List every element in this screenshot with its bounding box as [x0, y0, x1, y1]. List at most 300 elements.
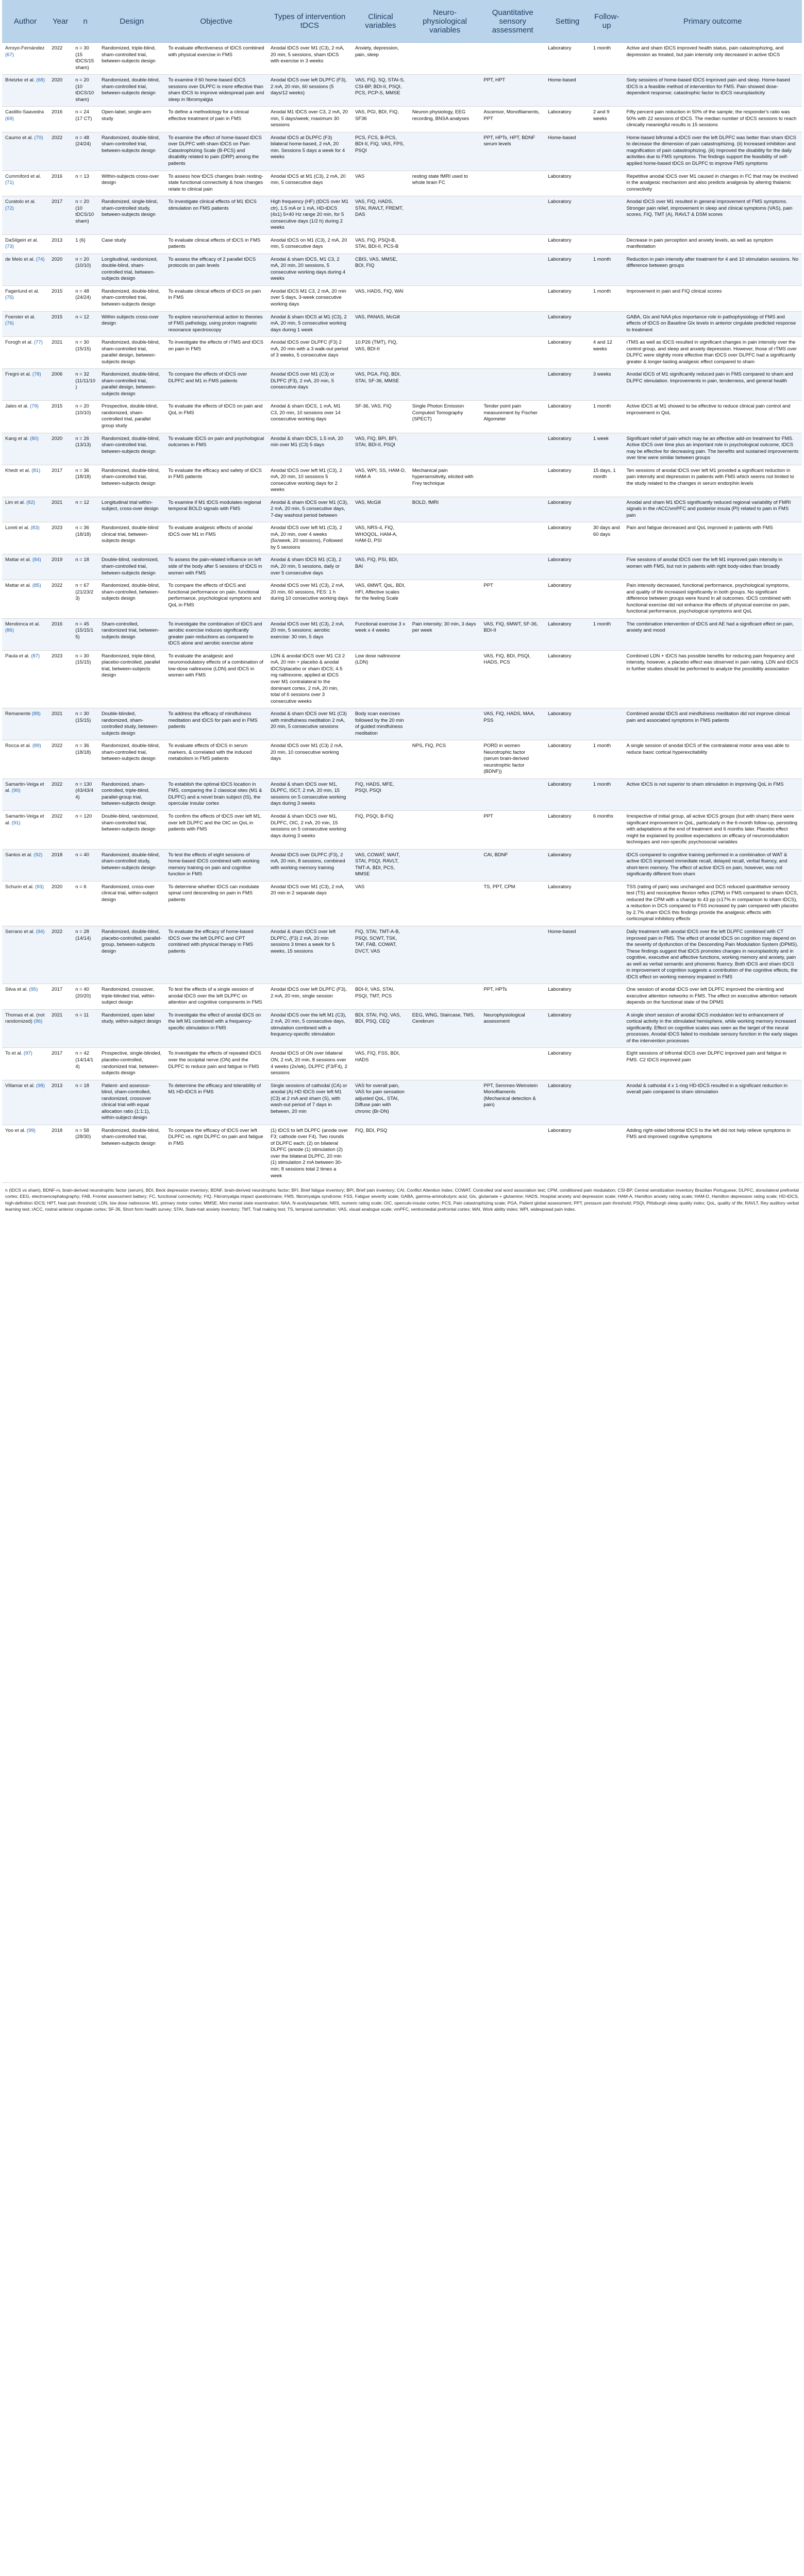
sample-size-cell: n = 42 (14/14/14) [72, 1048, 98, 1080]
intervention-cell: Anodal tDCS of ON over bilateral ON, 2 mA, 20 min, 8 sessions over 4 weeks (2x/wk), DLPFC (F3/F4), 2 sessions [267, 1048, 352, 1080]
column-header: n [72, 0, 98, 43]
intervention-cell: Anodal tDCS over left M1 (C3), 2 mA, 20 min, 10 sessions 5 consecutive working days for 2 weeks [267, 465, 352, 497]
design-cell: Longitudinal, randomized, double-blind, sham-controlled trial, between-subjects design [98, 253, 165, 285]
design-cell: Randomized, sham-controlled, triple-blind, parallel-group trial, between-subjects design [98, 778, 165, 810]
primary-outcome-cell: Sixty sessions of home-based tDCS improved pain and sleep. Home-based tDCS is a feasible method of intervention for FMS. Pain showed dose-dependent response; catastrophic factor to tDCS neuroplasticity [623, 75, 802, 107]
author-cell [2, 554, 48, 580]
year-cell: 2022 [48, 132, 72, 171]
design-cell: Randomized, double-blind, placebo-controlled, parallel-group, between-subjects design [98, 926, 165, 984]
intervention-cell: High frequency (HF) (tDCS over M1 ctr), 1.5 mA or 1 mA, HD-tDCS (4x1) 5×40 Hz range 20 min, for 5 consecutive days (1/2 h) during 2 weeks [267, 196, 352, 235]
objective-cell: To evaluate the efficacy and safety of tDCS in FMS patients [165, 465, 267, 497]
setting-cell: Laboratory [545, 811, 590, 850]
table-row [2, 107, 802, 132]
clinical-variables-cell: Low dose naltrexone (LDN) [352, 650, 409, 708]
reference-link[interactable]: (92) [34, 852, 43, 858]
reference-link[interactable]: (67) [5, 52, 14, 58]
reference-link[interactable]: (90) [11, 788, 21, 794]
year-cell: 2017 [48, 196, 72, 235]
clinical-variables-cell: FIQ, BDI, PSQ [352, 1125, 409, 1182]
objective-cell: To investigate the effects of rTMS and tDCS on pain in FMS [165, 337, 267, 369]
design-cell: Randomized, double-blind, sham-controlled, between-subjects design [98, 580, 165, 619]
clinical-variables-cell: VAS, 6MWT, QoL, BDI, HFI, Affective scales for the feeling Scale [352, 580, 409, 619]
setting-cell: Home-based [545, 132, 590, 171]
neurophysiological-cell [409, 1080, 481, 1125]
reference-link[interactable]: (83) [30, 525, 40, 531]
primary-outcome-cell: Active tDCS at M1 showed to be effective to reduce clinical pain control and improvement in QoL [623, 401, 802, 433]
objective-cell: To evaluate clinical effects of tDCS in FMS patients [165, 234, 267, 253]
clinical-variables-cell: FIQ, STAI, TMT-A-B, PSQI, SCWT, TSK, TAF, FAB, COWAT, DVCT, VAS [352, 926, 409, 984]
reference-link[interactable]: (95) [29, 987, 38, 993]
setting-cell: Laboratory [545, 650, 590, 708]
design-cell: Randomized, double-blind, sham-controlled trial, between-subjects design [98, 465, 165, 497]
year-cell: 2013 [48, 1080, 72, 1125]
sample-size-cell: n = 18 [72, 1080, 98, 1125]
table-row [2, 253, 802, 285]
table-row [2, 1080, 802, 1125]
sensory-assessment-cell: PPT, Semmes-Weinstein Monofilaments (Mechanical detection & pain) [480, 1080, 545, 1125]
author-cell [2, 401, 48, 433]
author-name: Schurin et al. [5, 884, 34, 890]
follow-up-cell: 4 and 12 weeks [590, 337, 624, 369]
year-cell: 2018 [48, 849, 72, 881]
sensory-assessment-cell [480, 433, 545, 465]
table-row [2, 132, 802, 171]
objective-cell: To assess the pain-related influence on left side of the body after 5 sessions of tDCS in women with FMS [165, 554, 267, 580]
neurophysiological-cell [409, 926, 481, 984]
setting-cell: Laboratory [545, 1080, 590, 1125]
primary-outcome-cell: Home-based bifrontal a-tDCS over the left DLPFC was better than sham tDCS to decrease the dimension of pain catastrophizing. (ii) Increased inhibition and magnification of pain catastrophizing. (iii) Improved the disability for the daily activities due to FMS symptoms. The findings support the feasibility of self-applied home-based tDCS on DLPFC to improve FMS symptoms [623, 132, 802, 171]
follow-up-cell: 15 days, 1 month [590, 465, 624, 497]
year-cell: 2016 [48, 107, 72, 132]
reference-link[interactable]: (84) [32, 557, 41, 563]
sensory-assessment-cell [480, 196, 545, 235]
clinical-variables-cell: VAS, COWAT, WAIT, STAI, PSQI, RAVLT, TMT-A, BDI, PCS, MMSE [352, 849, 409, 881]
follow-up-cell: 1 month [590, 778, 624, 810]
sample-size-cell: n = 45 (15/15/15) [72, 618, 98, 650]
year-cell: 2020 [48, 881, 72, 926]
setting-cell: Laboratory [545, 337, 590, 369]
clinical-variables-cell: VAS, McGill [352, 497, 409, 522]
design-cell: Randomized, triple-blind, placebo-controlled, parallel trial, between-subjects design [98, 650, 165, 708]
sensory-assessment-cell: PPT, HPT [480, 75, 545, 107]
reference-link[interactable]: (72) [5, 205, 14, 211]
follow-up-cell [590, 849, 624, 881]
author-name: Paula et al. [5, 653, 30, 659]
intervention-cell: Anodal tDCS at M1 (C3), 2 mA, 20 min, 5 consecutive days [267, 171, 352, 196]
setting-cell: Laboratory [545, 849, 590, 881]
year-cell: 2021 [48, 708, 72, 740]
sensory-assessment-cell [480, 465, 545, 497]
table-row [2, 618, 802, 650]
clinical-variables-cell: VAS, FIQ, HADS, STAI, RAVLT, FREMT, DAS [352, 196, 409, 235]
author-name: Yoo et al. [5, 1127, 26, 1133]
author-cell [2, 618, 48, 650]
setting-cell: Laboratory [545, 253, 590, 285]
reference-link[interactable]: (96) [34, 1019, 43, 1025]
intervention-cell: Anodal tDCS over left M1 (C3), 2 mA, 20 min, over 4 weeks (5x/week, 20 sessions), Followed by 5 sessions [267, 522, 352, 554]
table-row [2, 433, 802, 465]
sensory-assessment-cell [480, 497, 545, 522]
clinical-variables-cell: VAS, FIQ, FSS, BDI, HADS [352, 1048, 409, 1080]
follow-up-cell [590, 580, 624, 619]
clinical-variables-cell: VAS, NRS-4, FIQ, WHOQOL, HAM-A, HAM-D, PSI [352, 522, 409, 554]
neurophysiological-cell [409, 522, 481, 554]
intervention-cell: Anodal tDCS over M1 (C3), 2 mA, 20 min, 60 sessions, FES: 1 h during 10 consecutive working days [267, 580, 352, 619]
author-cell [2, 1080, 48, 1125]
primary-outcome-cell: Pain and fatigue decreased and QoL improved in patients with FMS [623, 522, 802, 554]
author-cell [2, 337, 48, 369]
design-cell: Prospective, single-blinded, placebo-controlled, randomized trial, between-subjects design [98, 1048, 165, 1080]
clinical-variables-cell: VAS, FIQ, SQ, STAI-S, CSI-BP, BDI-II, PSQI, PCS, PCP-S, MMSE [352, 75, 409, 107]
sensory-assessment-cell [480, 369, 545, 401]
year-cell: 2017 [48, 465, 72, 497]
objective-cell: To compare the efficacy of tDCS over left DLPFC vs. right DLPFC on pain and fatigue in FMS [165, 1125, 267, 1182]
sample-size-cell: n = 18 [72, 554, 98, 580]
reference-link[interactable]: (85) [32, 583, 41, 589]
objective-cell: To evaluate the effects of tDCS on pain and QoL in FMS [165, 401, 267, 433]
sensory-assessment-cell [480, 253, 545, 285]
reference-link[interactable]: (75) [5, 295, 14, 301]
clinical-variables-cell [352, 740, 409, 779]
sample-size-cell: n = 30 (15 tDCS/15 sham) [72, 43, 98, 75]
reference-link[interactable]: (81) [31, 467, 41, 473]
year-cell: 2022 [48, 778, 72, 810]
table-row [2, 285, 802, 311]
primary-outcome-cell: TSS (rating of pain) was unchanged and DCS reduced quantitative sensory test (TS) and nociceptive flexion reflex (CPM) in FMS compared to sham tDCS, reduced the CPM with a change to 43 pp (±17% in comparison to sham tDCS), a reduction in DCS compared to FSS increased by pain compared with placebo by 2.7% sham tDCS this findings provide the analgesic effects with corticospinal inhibitory effects [623, 881, 802, 926]
design-cell: Randomized, double-blind, sham-controlled trial, between-subjects design [98, 740, 165, 779]
intervention-cell: Anodal tDCS over M1 (C3), 2 mA, 20 min, 5 sessions; aerobic exercise: 30 min, 5 days [267, 618, 352, 650]
sensory-assessment-cell: VAS, FIQ, 6MWT, SF-36, BDI-II [480, 618, 545, 650]
primary-outcome-cell: Ten sessions of anodal tDCS over left M1 provided a significant reduction in pain intensity and depression in patients with FMS which seems not limited to the study related to the changes in serum endorphin levels [623, 465, 802, 497]
neurophysiological-cell [409, 311, 481, 337]
follow-up-cell [590, 1009, 624, 1048]
sensory-assessment-cell: PORD in women Neurotrophic factor (serum brain-derived neurotrophic factor (BDNF)) [480, 740, 545, 779]
reference-link[interactable]: (74) [36, 256, 45, 262]
design-cell: Double-blind, randomized, sham-controlled trial, between-subjects design [98, 811, 165, 850]
author-name: Loreti et al. [5, 525, 29, 531]
intervention-cell: Anodal tDCS over left DLPFC (F3), 2 mA, 20 min, single session [267, 984, 352, 1010]
setting-cell: Home-based [545, 75, 590, 107]
objective-cell: To determine the efficacy and tolerability of M1 HD-tDCS in FMS [165, 1080, 267, 1125]
sensory-assessment-cell: TS, PPT, CPM [480, 881, 545, 926]
design-cell: Randomized, double-blind, sham-controlled trial, parallel design, between-subjects design [98, 337, 165, 369]
author-name: Arroyo-Fernández [5, 45, 45, 51]
author-cell [2, 43, 48, 75]
sample-size-cell: n = 20 (10 tDCS/10 sham) [72, 196, 98, 235]
reference-link[interactable]: (86) [5, 628, 14, 634]
reference-link[interactable]: (68) [36, 77, 45, 83]
sample-size-cell: n = 28 (14/14) [72, 926, 98, 984]
table-row [2, 708, 802, 740]
objective-cell: To evaluate effectiveness of tDCS combined with physical exercise in FMS [165, 43, 267, 75]
year-cell: 2021 [48, 1009, 72, 1048]
intervention-cell: Anodal & sham tDCS, 1 mA, M1 C3, 20 min, 10 sessions over 14 consecutive working days [267, 401, 352, 433]
neurophysiological-cell [409, 285, 481, 311]
neurophysiological-cell [409, 234, 481, 253]
clinical-variables-cell: VAS, WPI, SS, HAM-D, HAM-A [352, 465, 409, 497]
primary-outcome-cell: Daily treatment with anodal tDCS over the left DLPFC combined with CT improved pain in FMS. The effect of anodal tDCS on cognition may depend on the severity of dysfunction of the Descending Pain Modulation System (DPMS). These findings suggest that tDCS promotes changes in neuroplasticity and in cognitive, executive and affective functions, working memory and anxiety, pain as well as verbal semantic and phonemic fluency. Both tDCS and sham tDCS in improvement of cognition suggests a contribution of the cognitive effects, the tDCS effect on working memory impaired in FMS [623, 926, 802, 984]
setting-cell: Laboratory [545, 433, 590, 465]
author-name: Castillo-Saavedra [5, 109, 44, 115]
table-row [2, 401, 802, 433]
setting-cell: Laboratory [545, 311, 590, 337]
objective-cell: To evaluate clinical effects of tDCS on pain in FMS [165, 285, 267, 311]
sample-size-cell: n = 36 (18/18) [72, 522, 98, 554]
sample-size-cell: n = 6 [72, 881, 98, 926]
year-cell: 2021 [48, 497, 72, 522]
primary-outcome-cell: Anodal & cathodal 4 x 1-ring HD-tDCS resulted in a significant reduction in overall pain compared to sham stimulation [623, 1080, 802, 1125]
neurophysiological-cell: BOLD, fMRI [409, 497, 481, 522]
table-body [2, 43, 802, 1183]
column-header: Author [2, 0, 48, 43]
reference-link[interactable]: (73) [5, 244, 14, 250]
objective-cell: To address the efficacy of mindfulness meditation and tDCS for pain and in FMS patients [165, 708, 267, 740]
primary-outcome-cell: Significant relief of pain which may be an effective add-on treatment for FMS. Active tDCS over time plus an important role in psychological outcome, tDCS may be effective for decreasing pain. The benefits and sustained improvements over time were similar between groups [623, 433, 802, 465]
reference-link[interactable]: (70) [34, 134, 43, 141]
reference-link[interactable]: (88) [31, 711, 41, 717]
year-cell: 2022 [48, 43, 72, 75]
clinical-variables-cell: VAS [352, 881, 409, 926]
intervention-cell: Anodal & sham tDCS over M1, DLPFC, OIC, 2 mA, 20 min, 15 sessions on 5 consecutive working days during 3 weeks [267, 811, 352, 850]
author-cell [2, 433, 48, 465]
author-cell [2, 285, 48, 311]
reference-link[interactable]: (80) [30, 435, 39, 442]
sample-size-cell: n = 24 (17 CT) [72, 107, 98, 132]
setting-cell: Laboratory [545, 984, 590, 1010]
sensory-assessment-cell: Tender point pain measurement by Fischer Algometer [480, 401, 545, 433]
sample-size-cell: n = 120 [72, 811, 98, 850]
neurophysiological-cell: resting state fMRI used to whole brain FC [409, 171, 481, 196]
clinical-variables-cell: VAS, FIQ, PSI, BDI, BAI [352, 554, 409, 580]
neurophysiological-cell [409, 369, 481, 401]
column-header: Clinical variables [352, 0, 409, 43]
year-cell: 2015 [48, 401, 72, 433]
setting-cell: Laboratory [545, 43, 590, 75]
setting-cell: Laboratory [545, 618, 590, 650]
sample-size-cell: 1 (6) [72, 234, 98, 253]
reference-link[interactable]: (94) [36, 928, 45, 935]
author-name: Samartin-Veiga et al. [5, 781, 44, 794]
neurophysiological-cell: Mechanical pain hypersensitivity, elicited with Frey technique [409, 465, 481, 497]
follow-up-cell [590, 234, 624, 253]
table-row [2, 369, 802, 401]
author-cell [2, 881, 48, 926]
intervention-cell: (1) tDCS to left DLPFC (anode over F3; cathode over F4). Two rounds of DLPFC each; (2) on bilateral DLPFC (anode (1) stimulation (2) over the bilateral DLPFC, 20 min (1) stimulation 2 mA between 30-min; 8 sessions total 2 times a week [267, 1125, 352, 1182]
reference-link[interactable]: (82) [26, 499, 36, 505]
clinical-variables-cell: BDI-II, VAS, STAI, PSQI, TMT, PCS [352, 984, 409, 1010]
clinical-variables-cell: VAS, FIQ, BPI, BFI, STAI, BDI-II, PSQI [352, 433, 409, 465]
clinical-variables-cell: FIQ, PSQI, B-FIQ [352, 811, 409, 850]
primary-outcome-cell: Irrespective of initial group, all active tDCS groups (but with sham) there were significant improvement in QoL, particularly in the 6-month follow-up, persisting with adaptations at the end of treatment and 6 months later. Placebo effect might be explained by positive expectations on efficacy of neuromodulation techniques and non-specific psychosocial variables [623, 811, 802, 850]
reference-link[interactable]: (87) [31, 653, 40, 659]
follow-up-cell [590, 650, 624, 708]
neurophysiological-cell [409, 580, 481, 619]
intervention-cell: Anodal tDCS over DLPFC (F3), 2 mA, 20 min, 8 sessions, combined with working memory training [267, 849, 352, 881]
intervention-cell: Anodal & sham tDCS, 1.5 mA, 20 min over M1 (C3) 5 days [267, 433, 352, 465]
table-row [2, 811, 802, 850]
design-cell: Randomized, open label study, within-subject design [98, 1009, 165, 1048]
year-cell: 2016 [48, 171, 72, 196]
design-cell: Case study [98, 234, 165, 253]
neurophysiological-cell [409, 849, 481, 881]
follow-up-cell: 1 month [590, 285, 624, 311]
intervention-cell: Anodal tDCS at DLPFC (F3) bilateral home-based, 2 mA, 20 min. Sessions 5 days a week for 4 weeks [267, 132, 352, 171]
setting-cell: Laboratory [545, 740, 590, 779]
author-cell [2, 580, 48, 619]
table-row [2, 43, 802, 75]
design-cell: Patient- and assessor-blind, sham-controlled, randomized, crossover clinical trial with equal allocation ratio (1:1:1), within-subject design [98, 1080, 165, 1125]
table-footnote: n (tDCS vs sham), BDNF-rv, brain-derived neurotrophic factor (serum), BDI, Beck depression inventory; BDNF, brain-derived neurotrophic factor; BFI, Brief fatigue inventory; BPI, Brief pain inventory; CAI, Conflict Attention Index; COWAT, Controlled oral word association test; CPM, conditioned pain modulation; CSI-BP, Central sensitization inventory Brazilian Portuguese; DLPFC, dorsolateral prefrontal cortex; EEG, electroencephalography; FAB, Frontal assessment battery; FC, functional connectivity; FIQ, Fibromyalgia impact questionnaire; FMS, fibromyalgia syndrome; FSS, Fatigue severity scale; GABA, gamma-aminobutyric acid; Glx, glutamate + glutamine; HADS, Hospital anxiety and depression scale; HAM-A, Hamilton anxiety rating scale; HAM-D, Hamilton depression rating scale; HD-tDCS, high-definition tDCS; HPT, heat pain threshold; LDN, low dose naltrexone; M1, primary motor cortex; MMSE, Mini mental state examination; NAA, N-acetylaspartate; NRS, numeric rating scale; OIC, operculo-insular cortex; PCS, Pain catastrophizing scale; PGA, Patient global assessment; PPT, pressure pain threshold; PSQI, Pittsburgh sleep quality index; QoL, quality of life; RAVLT, Rey auditory verbal learning test; rACC, rostral anterior cingulate cortex; SF-36, Short form health survey; STAI, State-trait anxiety inventory; TMT, Trail making test; TS, temporal summation; VAS, visual analogue scale; vmPFC, ventromedial prefrontal cortex; WAI, Work ability index; WPI, widespread pain index. [5, 1188, 799, 1212]
sensory-assessment-cell [480, 234, 545, 253]
column-header: Setting [545, 0, 590, 43]
setting-cell: Laboratory [545, 171, 590, 196]
intervention-cell: LDN & anodal tDCS over M1 C3 2 mA, 20 min + placebo & anodal tDCS/placebo or sham tDCS; 4.5 mg naltrexone, applied at tDCS over M1 contralateral to the dominant cortex, 2 mA, 20 min, total of 6 sessions over 3 consecutive weeks [267, 650, 352, 708]
neurophysiological-cell [409, 811, 481, 850]
reference-link[interactable]: (76) [5, 320, 14, 327]
clinical-variables-cell: Functional exercise 3 x week x 4 weeks [352, 618, 409, 650]
sample-size-cell: n = 30 (15/15) [72, 708, 98, 740]
year-cell: 2023 [48, 522, 72, 554]
sensory-assessment-cell [480, 1125, 545, 1182]
follow-up-cell: 3 weeks [590, 369, 624, 401]
author-name: Mattar et al. [5, 583, 31, 589]
primary-outcome-cell: Anodal and sham M1 tDCS significantly reduced regional variability of FMRI signals in the rACC/vmPFC and posterior insula (PI) related to pain in FMS pain [623, 497, 802, 522]
intervention-cell: Anodal tDCS over DLPFC (F3) 2 mA, 20 min with a 3 walk-out period of 3 weeks, 5 consecutive days [267, 337, 352, 369]
author-name: Mattar et al. [5, 557, 31, 563]
design-cell: Randomized, triple-blind, sham-controlled trial, between-subjects design [98, 43, 165, 75]
neurophysiological-cell [409, 43, 481, 75]
neurophysiological-cell [409, 433, 481, 465]
table-row [2, 849, 802, 881]
author-cell [2, 1048, 48, 1080]
author-cell [2, 522, 48, 554]
neurophysiological-cell: Pain intensity; 30 min, 3 days per week [409, 618, 481, 650]
intervention-cell: Anodal tDCS over M1 (C3), 2 mA, 20 min in 2 separate days [267, 881, 352, 926]
primary-outcome-cell: Combined anodal tDCS and mindfulness meditation did not improve clinical pain and associated symptoms in FMS patients [623, 708, 802, 740]
author-cell [2, 1125, 48, 1182]
clinical-variables-cell: Body scan exercises followed by the 20 min of guided mindfulness meditation [352, 708, 409, 740]
reference-link[interactable]: (99) [26, 1127, 36, 1133]
sample-size-cell: n = 40 [72, 849, 98, 881]
sample-size-cell: n = 20 (10/10) [72, 401, 98, 433]
author-name: Silva et al. [5, 987, 28, 993]
follow-up-cell: 1 month [590, 43, 624, 75]
setting-cell: Laboratory [545, 497, 590, 522]
sample-size-cell: n = 67 (21/23/23) [72, 580, 98, 619]
reference-link[interactable]: (93) [35, 884, 44, 890]
reference-link[interactable]: (97) [23, 1050, 32, 1057]
author-cell [2, 926, 48, 984]
reference-link[interactable]: (77) [34, 340, 43, 346]
sensory-assessment-cell [480, 171, 545, 196]
design-cell: Randomized, single-blind, sham-controlled study, between-subjects design [98, 196, 165, 235]
reference-link[interactable]: (91) [11, 820, 21, 826]
author-cell [2, 369, 48, 401]
author-name: Curatolo et al. [5, 199, 36, 205]
neurophysiological-cell [409, 554, 481, 580]
reference-link[interactable]: (78) [32, 371, 41, 378]
intervention-cell: Anodal tDCS over M1 (C3) or DLPFC (F3), 2 mA, 20 min, 5 consecutive days [267, 369, 352, 401]
objective-cell: To investigate the effects of repeated tDCS over the occipital nerve (ON) and the DLPFC to reduce pain and fatigue in FMS [165, 1048, 267, 1080]
sensory-assessment-cell [480, 285, 545, 311]
primary-outcome-cell: Active and sham tDCS improved health status, pain catastrophizing, and depression as treated, but pain intensity only decreased in active tDCS [623, 43, 802, 75]
column-header: Neuro-physiological variables [409, 0, 481, 43]
objective-cell: To confirm the effects of tDCS over left M1, over left DLPFC and the OIC on QoL in patients with FMS [165, 811, 267, 850]
neurophysiological-cell [409, 196, 481, 235]
sensory-assessment-cell: CAI, BDNF [480, 849, 545, 881]
design-cell: Randomized, double-blind, sham-controlled trial, between-subjects design [98, 433, 165, 465]
sample-size-cell: n = 36 (18/18) [72, 465, 98, 497]
reference-link[interactable]: (71) [5, 180, 14, 186]
sensory-assessment-cell [480, 554, 545, 580]
sensory-assessment-cell [480, 43, 545, 75]
setting-cell: Laboratory [545, 708, 590, 740]
primary-outcome-cell: Eight sessions of bifrontal tDCS over DLPFC improved pain and fatigue in FMS. C2 tDCS improved pain [623, 1048, 802, 1080]
clinical-variables-cell: SF-36, VAS, FIQ [352, 401, 409, 433]
primary-outcome-cell: Anodal tDCS over M1 resulted in general improvement of FMS symptoms. Stronger pain relief, improvement in sleep and clinical symptoms (VAS), pain scores, FIQ, TMT (A), RAVLT & DSM scores [623, 196, 802, 235]
follow-up-cell [590, 708, 624, 740]
clinical-variables-cell: FIQ, HADS, MFE, PSQI, PSQI [352, 778, 409, 810]
reference-link[interactable]: (69) [5, 115, 14, 122]
intervention-cell: Anodal M1 tDCS over C3, 2 mA, 20 min, 5 days/week; maximum 30 sessions [267, 107, 352, 132]
author-cell [2, 132, 48, 171]
intervention-cell: Anodal tDCS M1 C3, 2 mA, 20 min over 5 days, 3-week consecutive working days [267, 285, 352, 311]
intervention-cell: Anodal tDCS over left DLPFC (F3), 2 mA, 20 min, 60 sessions (5 days/12 weeks) [267, 75, 352, 107]
clinical-variables-cell: VAS, FIQ, PSQI-B, STAI, BDI-II, PCS-B [352, 234, 409, 253]
design-cell: Randomized, double-blind, sham-controlled trial, between-subjects design [98, 1125, 165, 1182]
follow-up-cell [590, 1080, 624, 1125]
table-row [2, 171, 802, 196]
sample-size-cell: n = 58 (28/30) [72, 1125, 98, 1182]
sample-size-cell: n = 40 (20/20) [72, 984, 98, 1010]
follow-up-cell [590, 984, 624, 1010]
author-cell [2, 650, 48, 708]
intervention-cell: Single sessions of cathodal (CA) or anodal (A) HD tDCS over left M1 (C3) at 2 mA and sham (S), with wash-out period of 7 days in between, 20 min [267, 1080, 352, 1125]
objective-cell: To investigate the effect of anodal tDCS on the left M1 combined with a frequency-specific stimulation in FMS [165, 1009, 267, 1048]
sensory-assessment-cell: Neurophysiological assessment [480, 1009, 545, 1048]
year-cell: 2021 [48, 337, 72, 369]
reference-link[interactable]: (89) [32, 743, 41, 749]
setting-cell: Laboratory [545, 465, 590, 497]
year-cell: 2020 [48, 433, 72, 465]
setting-cell: Laboratory [545, 1125, 590, 1182]
follow-up-cell [590, 1125, 624, 1182]
table-row [2, 778, 802, 810]
table-row [2, 1125, 802, 1182]
objective-cell: To compare the effects of tDCS over DLPFC and M1 in FMS patients [165, 369, 267, 401]
sample-size-cell: n = 36 (18/18) [72, 740, 98, 779]
clinical-variables-cell: VAS [352, 171, 409, 196]
objective-cell: To compare the effects of tDCS and functional performance on pain, functional performance, psychological symptoms and QoL in FMS [165, 580, 267, 619]
clinical-variables-cell: Anxiety, depression, pain, sleep [352, 43, 409, 75]
author-cell [2, 778, 48, 810]
sample-size-cell: n = 20 (10/10) [72, 253, 98, 285]
primary-outcome-cell: Combined LDN + tDCS has possible benefits for reducing pain frequency and intensity, however, a placebo effect was observed in pain rating. LDN and tDCS in further studies should be performed to analyze the possibility association [623, 650, 802, 708]
reference-link[interactable]: (98) [36, 1082, 45, 1089]
year-cell: 2006 [48, 369, 72, 401]
primary-outcome-cell: Adding right-sided bifrontal tDCS to the left did not help relieve symptoms in FMS and improved cognitive symptoms [623, 1125, 802, 1182]
author-name: Remanente [5, 711, 31, 717]
author-name: Serrano et al. [5, 928, 35, 935]
setting-cell: Laboratory [545, 234, 590, 253]
year-cell: 2015 [48, 311, 72, 337]
reference-link[interactable]: (79) [30, 403, 39, 410]
column-header: Objective [165, 0, 267, 43]
sample-size-cell: n = 12 [72, 311, 98, 337]
column-header: Types of intervention tDCS [267, 0, 352, 43]
follow-up-cell: 1 month [590, 618, 624, 650]
author-cell [2, 811, 48, 850]
